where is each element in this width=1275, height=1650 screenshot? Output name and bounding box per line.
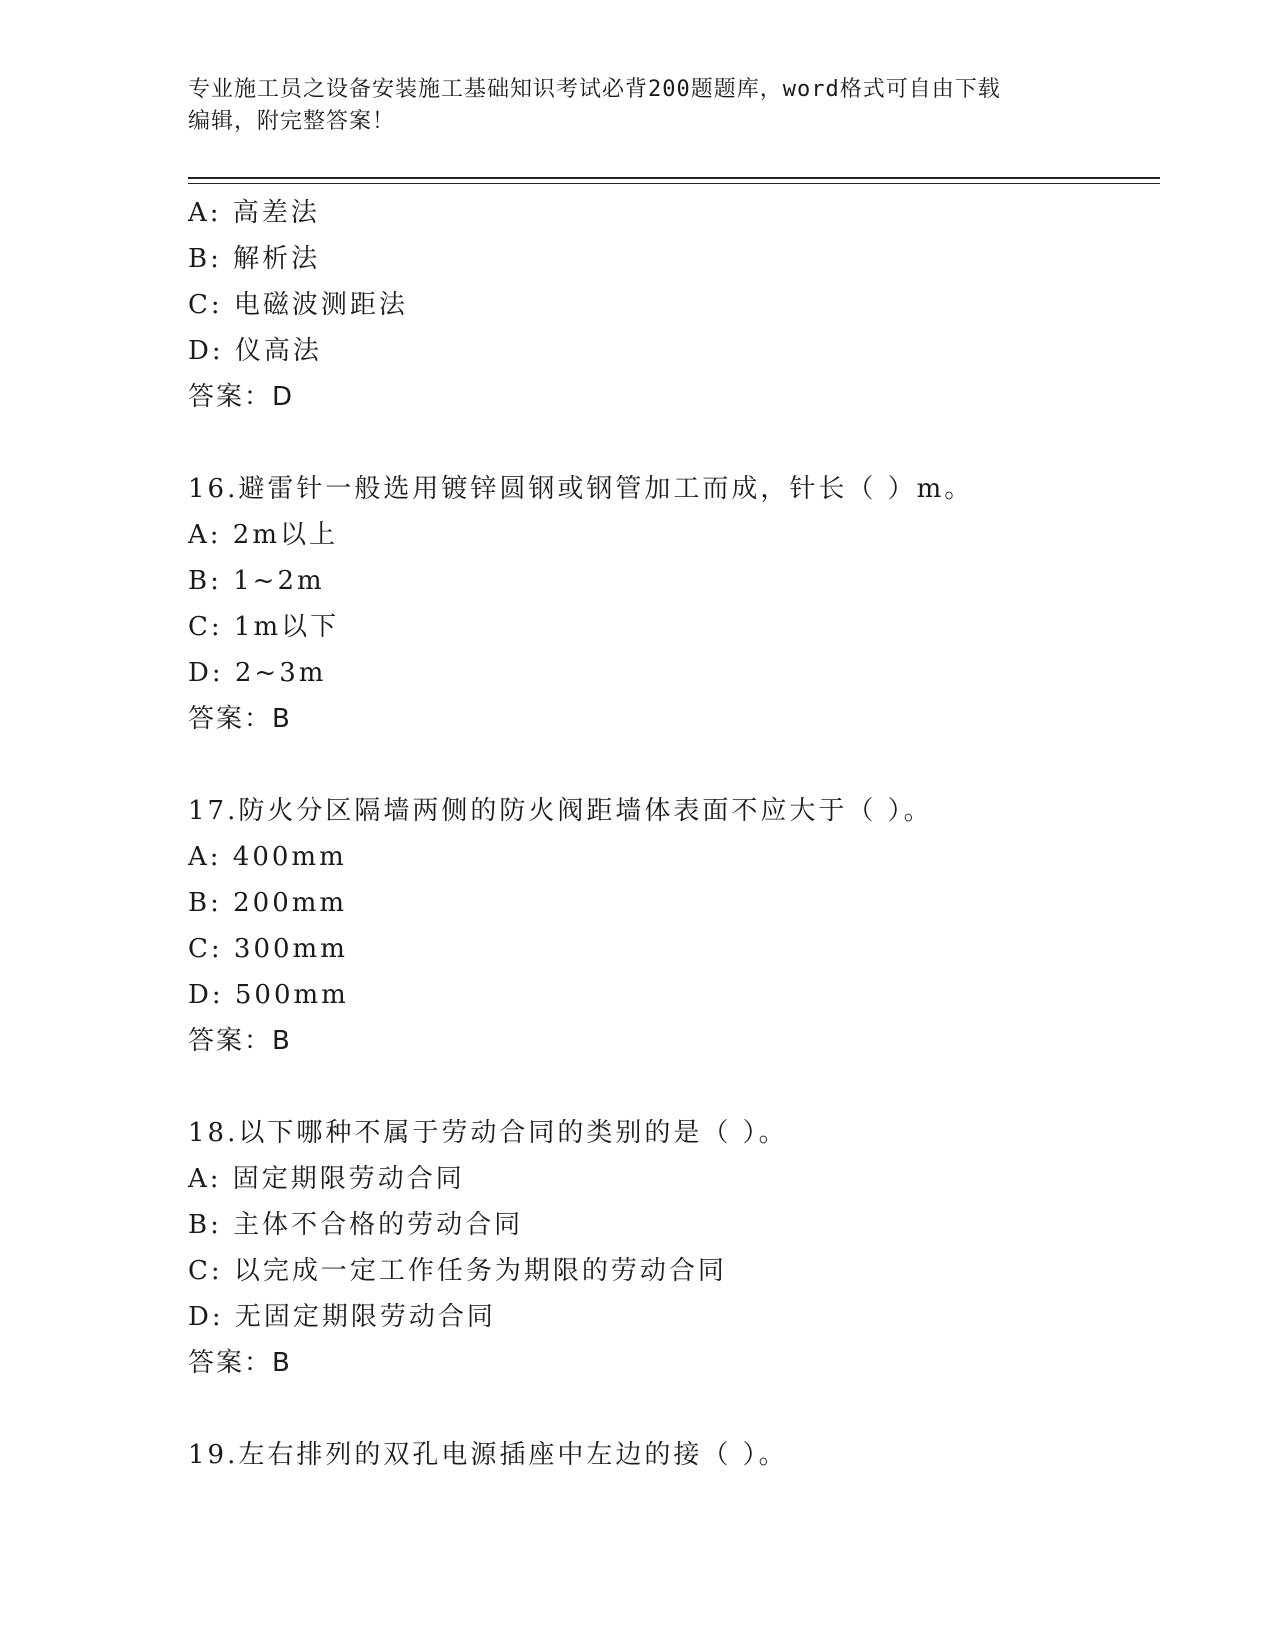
header-rule-thin [188,183,1160,184]
header-title-line2: 编辑，附完整答案！ [188,109,396,134]
option-a: A: 400mm [188,842,347,872]
header-title-line1: 专业施工员之设备安装施工基础知识考试必背200题题库，word格式可自由下载 [188,77,1001,102]
option-b: B: 主体不合格的劳动合同 [188,1210,524,1240]
option-b: B: 200mm [188,888,348,918]
option-b: B: 1~2m [188,566,325,596]
option-c: C: 300mm [188,934,348,964]
option-a: A: 高差法 [188,198,320,228]
option-d: D: 2~3m [188,658,327,688]
header-rule-thick [188,177,1160,179]
option-a: A: 固定期限劳动合同 [188,1164,465,1194]
question-stem: 18.以下哪种不属于劳动合同的类别的是（ ）。 [188,1118,788,1148]
option-a: A: 2m以上 [188,520,338,550]
question-18 [188,1110,1160,1386]
answer-line: 答案：B [188,1026,292,1056]
option-c: C: 以完成一定工作任务为期限的劳动合同 [188,1256,727,1286]
question-stem: 17.防火分区隔墙两侧的防火阀距墙体表面不应大于（ ）。 [188,796,933,826]
question-stem: 19.左右排列的双孔电源插座中左边的接（ ）。 [188,1440,788,1470]
option-c: C: 1m以下 [188,612,340,642]
question-15 [188,190,1160,420]
option-b: B: 解析法 [188,244,321,274]
answer-line: 答案：D [188,382,295,412]
answer-line: 答案：B [188,704,292,734]
question-17 [188,788,1160,1064]
option-d: D: 500mm [188,980,349,1010]
question-16 [188,466,1160,742]
option-d: D: 仪高法 [188,336,322,366]
option-c: C: 电磁波测距法 [188,290,408,320]
question-list [188,190,1160,1478]
question-stem: 16.避雷针一般选用镀锌圆钢或钢管加工而成，针长（ ）m。 [188,474,974,504]
page-header [188,74,1088,138]
question-19 [188,1432,1160,1478]
option-d: D: 无固定期限劳动合同 [188,1302,496,1332]
answer-line: 答案：B [188,1348,292,1378]
